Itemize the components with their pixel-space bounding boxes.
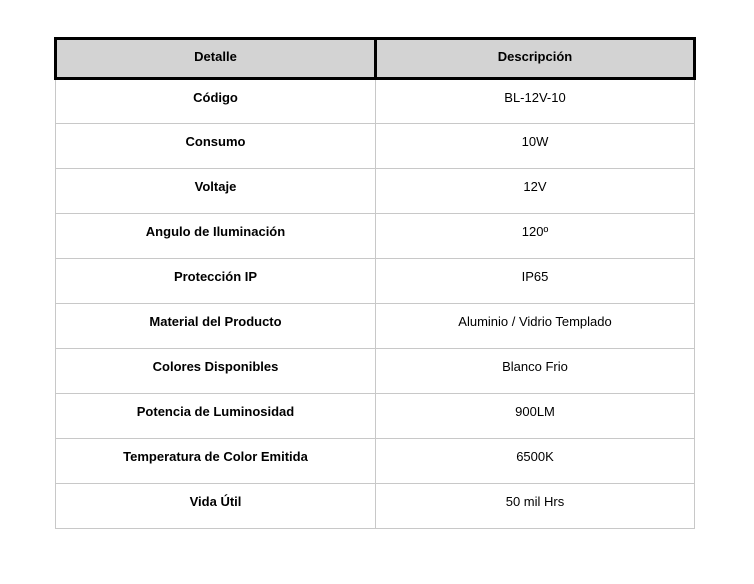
row-value: 6500K xyxy=(376,439,695,484)
row-label: Protección IP xyxy=(56,259,376,304)
row-value: 50 mil Hrs xyxy=(376,484,695,529)
table-row xyxy=(56,484,695,529)
row-value: Aluminio / Vidrio Templado xyxy=(376,304,695,349)
spec-table xyxy=(54,37,696,529)
row-value: Blanco Frio xyxy=(376,349,695,394)
table-row xyxy=(56,79,695,124)
table-row xyxy=(56,214,695,259)
row-label: Voltaje xyxy=(56,169,376,214)
table-row xyxy=(56,259,695,304)
row-label: Potencia de Luminosidad xyxy=(56,394,376,439)
row-label: Angulo de Iluminación xyxy=(56,214,376,259)
table-row xyxy=(56,169,695,214)
table-row xyxy=(56,439,695,484)
table-header-row xyxy=(56,39,695,79)
row-label: Colores Disponibles xyxy=(56,349,376,394)
row-label: Vida Útil xyxy=(56,484,376,529)
row-value: IP65 xyxy=(376,259,695,304)
table-row xyxy=(56,124,695,169)
row-label: Temperatura de Color Emitida xyxy=(56,439,376,484)
row-value: 900LM xyxy=(376,394,695,439)
row-value: 10W xyxy=(376,124,695,169)
row-label: Código xyxy=(56,79,376,124)
row-value: BL-12V-10 xyxy=(376,79,695,124)
header-description: Descripción xyxy=(376,39,695,79)
row-value: 12V xyxy=(376,169,695,214)
table-row xyxy=(56,349,695,394)
header-detail: Detalle xyxy=(56,39,376,79)
row-value: 120º xyxy=(376,214,695,259)
row-label: Material del Producto xyxy=(56,304,376,349)
table-row xyxy=(56,394,695,439)
row-label: Consumo xyxy=(56,124,376,169)
table-row xyxy=(56,304,695,349)
